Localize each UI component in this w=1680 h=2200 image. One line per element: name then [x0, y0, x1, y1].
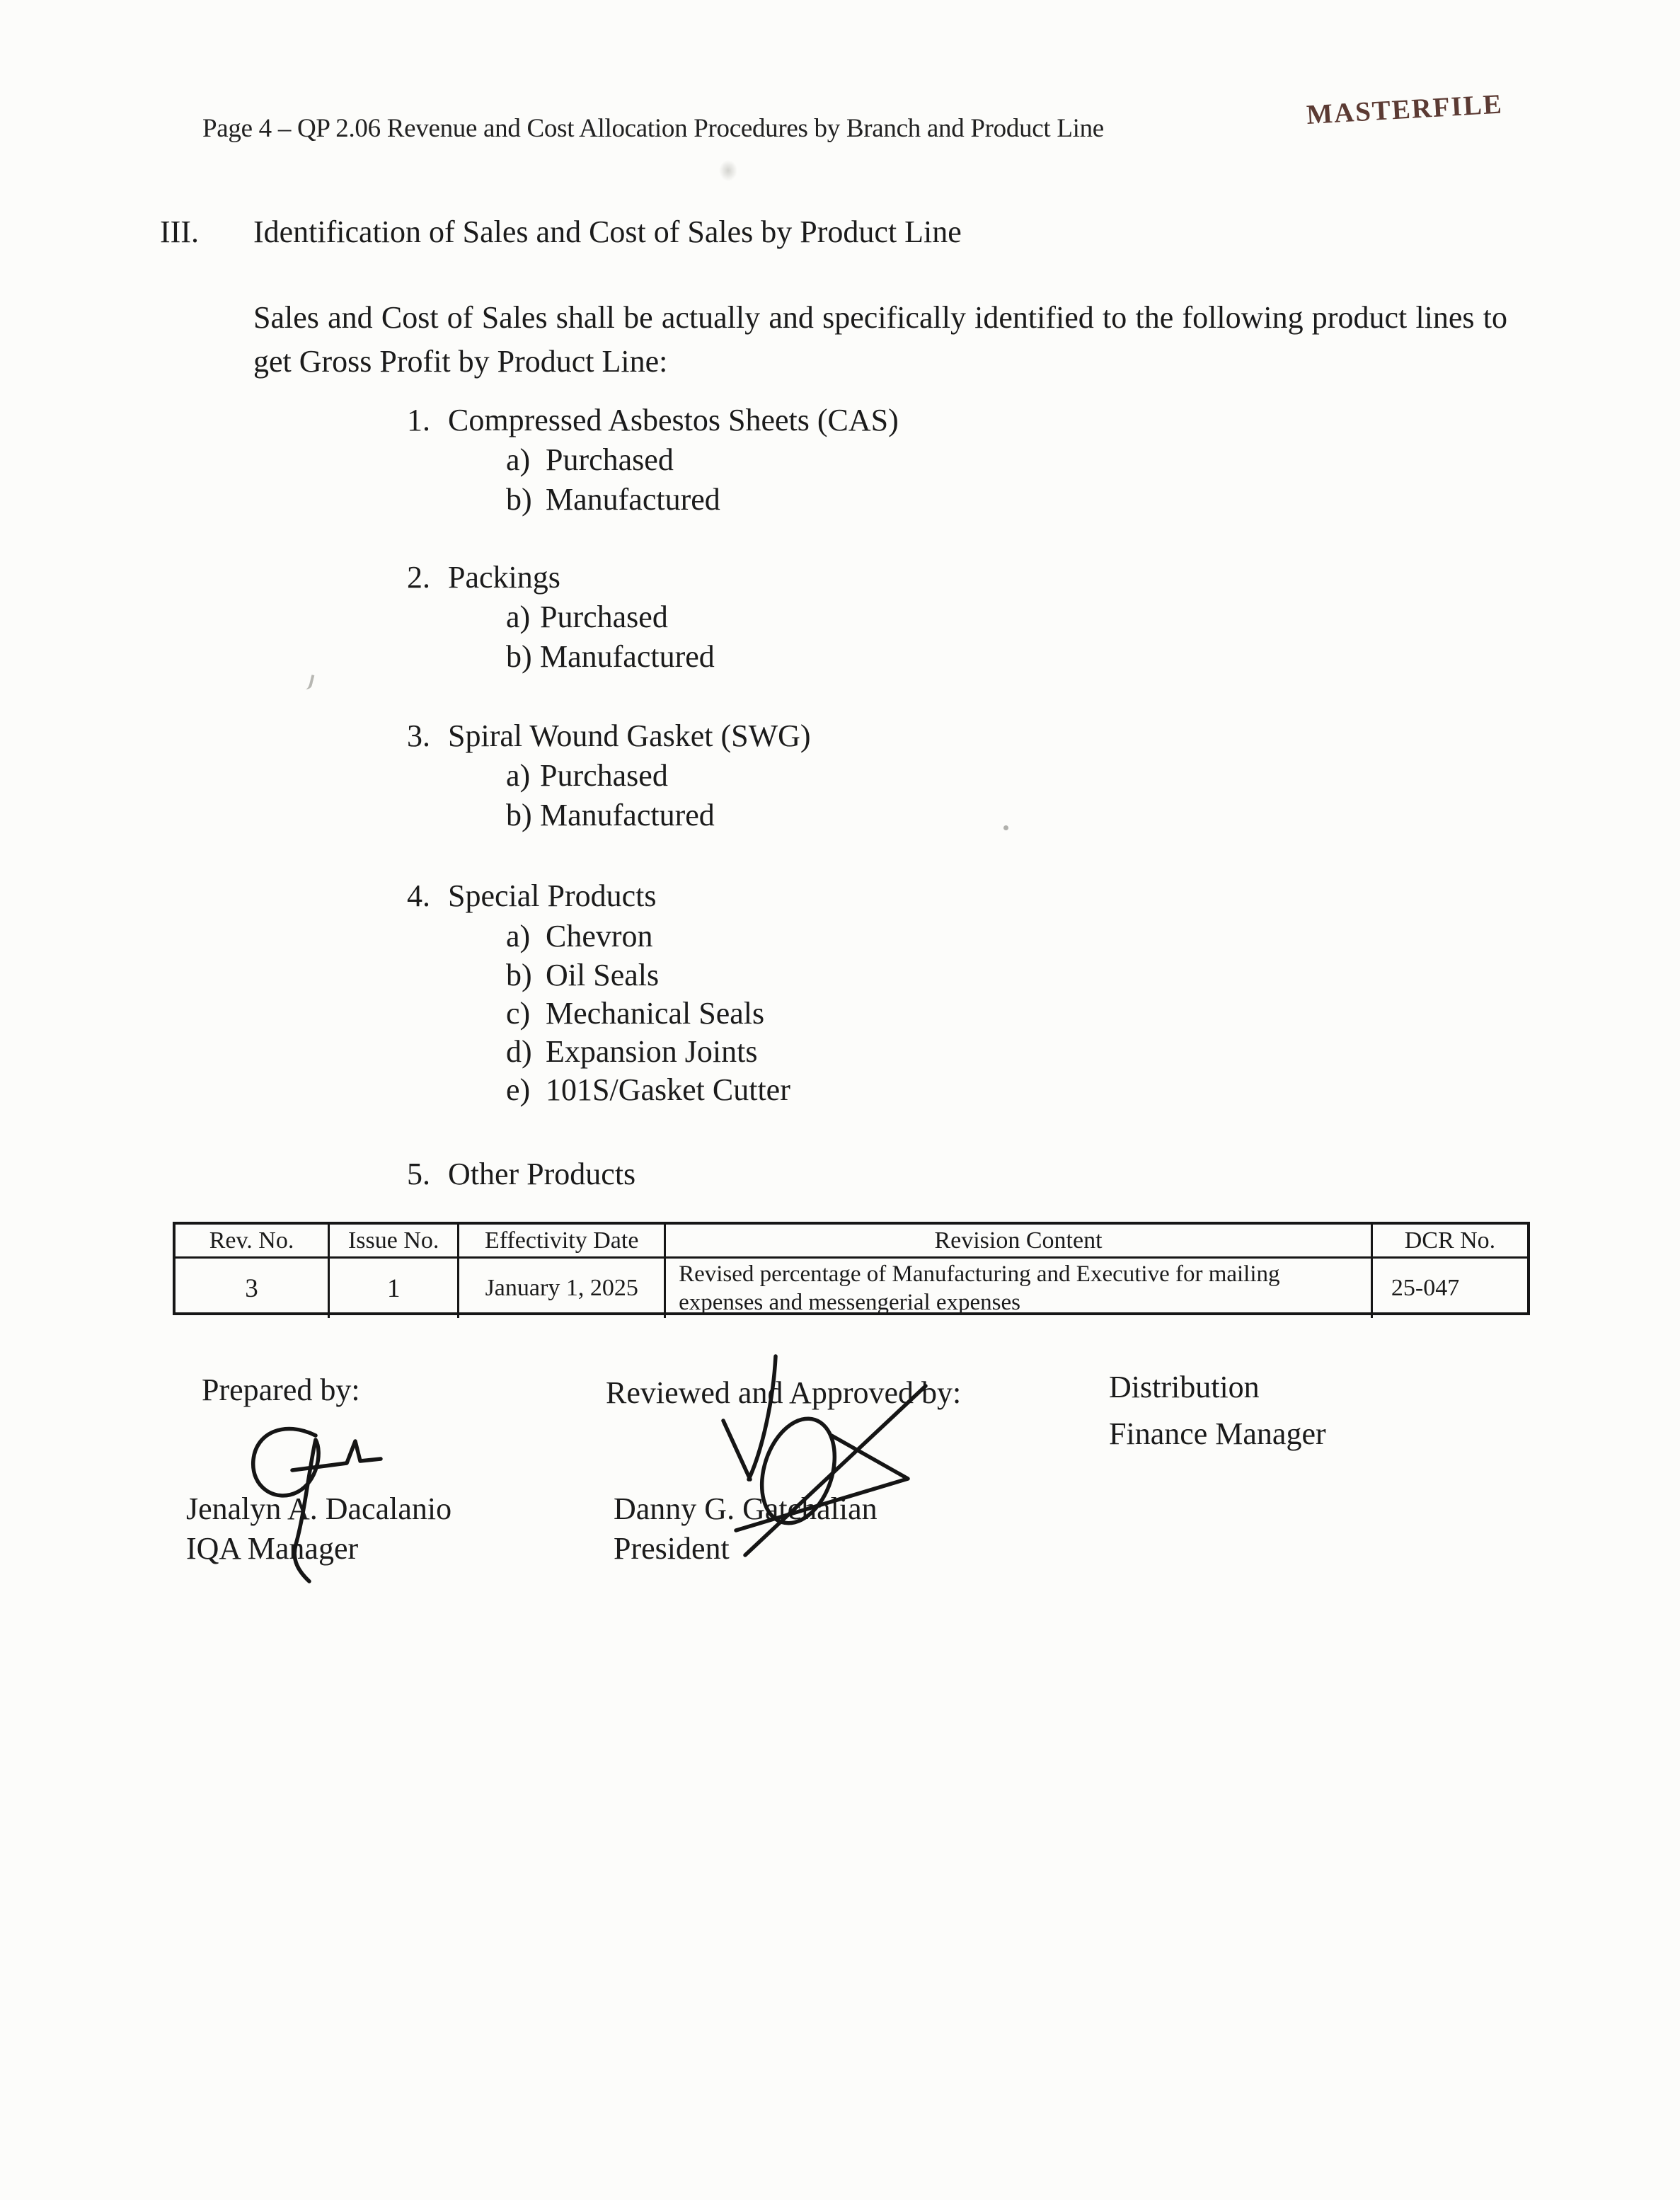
table-cell-effectivity-date: January 1, 2025 — [459, 1259, 666, 1318]
list-subitem — [506, 957, 659, 993]
list-subitem-letter: b) — [506, 958, 532, 992]
list-subitem — [506, 1033, 757, 1070]
table-header-issue-no: Issue No. — [330, 1225, 459, 1259]
list-item — [407, 878, 657, 914]
list-subitem-label: Oil Seals — [546, 958, 660, 992]
prepared-by-name: Jenalyn A. Dacalanio — [186, 1491, 452, 1526]
list-subitem-label: Purchased — [546, 442, 674, 477]
list-subitem-label: Manufactured — [540, 798, 715, 832]
masterfile-stamp: MASTERFILE — [1306, 88, 1504, 130]
revision-history-table — [173, 1222, 1530, 1315]
list-item-number: 3. — [407, 718, 430, 753]
list-subitem-label: Purchased — [540, 758, 668, 793]
list-item-label: Compressed Asbestos Sheets (CAS) — [448, 403, 899, 437]
list-subitem-letter: c) — [506, 996, 531, 1031]
table-header-revision-content: Revision Content — [666, 1225, 1373, 1259]
table-cell-revision-content: Revised percentage of Manufacturing and Executive for mailing expenses and messengerial expenses — [666, 1259, 1373, 1318]
reviewed-approved-by-label: Reviewed and Approved by: — [606, 1375, 962, 1410]
list-subitem-label: Purchased — [540, 600, 668, 634]
table-header-effectivity-date: Effectivity Date — [459, 1225, 666, 1259]
list-subitem-label: Chevron — [546, 919, 653, 953]
list-item — [407, 718, 811, 754]
list-subitem — [506, 918, 653, 954]
table-cell-dcr-no: 25-047 — [1391, 1275, 1460, 1301]
section-number: III. — [160, 214, 199, 249]
table-cell-rev-no: 3 — [176, 1259, 330, 1318]
table-header-rev-no: Rev. No. — [176, 1225, 330, 1259]
list-subitem-letter: a) — [506, 758, 531, 793]
list-item-number: 5. — [407, 1157, 430, 1191]
list-subitem-letter: b) — [506, 639, 532, 674]
list-item-number: 1. — [407, 403, 430, 437]
list-subitem-label: Manufactured — [540, 639, 715, 674]
list-subitem-label: 101S/Gasket Cutter — [546, 1072, 790, 1107]
list-item — [407, 559, 560, 595]
distribution-label: Distribution — [1109, 1370, 1260, 1404]
scan-smudge — [719, 160, 737, 181]
list-subitem-letter: e) — [506, 1072, 531, 1107]
list-item-label: Spiral Wound Gasket (SWG) — [448, 718, 811, 753]
list-subitem-label: Expansion Joints — [546, 1034, 758, 1069]
list-subitem-letter: b) — [506, 482, 532, 517]
list-subitem-letter: d) — [506, 1034, 532, 1069]
scan-speck — [301, 673, 315, 691]
list-subitem-letter: a) — [506, 442, 531, 477]
page-header-title: Page 4 – QP 2.06 Revenue and Cost Allocation Procedures by Branch and Product Line — [202, 114, 1104, 143]
prepared-by-title: IQA Manager — [186, 1531, 359, 1566]
list-item — [407, 402, 899, 438]
list-subitem-letter: a) — [506, 600, 531, 634]
list-subitem — [506, 481, 720, 517]
list-item — [407, 1156, 635, 1192]
list-subitem — [506, 599, 668, 635]
distribution-title: Finance Manager — [1109, 1416, 1326, 1451]
prepared-by-label: Prepared by: — [202, 1373, 360, 1407]
list-subitem — [506, 442, 674, 478]
list-item-number: 4. — [407, 878, 430, 913]
section-heading: Identification of Sales and Cost of Sales by Product Line — [253, 214, 962, 249]
scan-speck — [1003, 825, 1008, 830]
table-header-dcr-no: DCR No. — [1373, 1225, 1527, 1259]
jenalyn-signature — [177, 1409, 396, 1593]
danny-signature — [701, 1348, 941, 1593]
list-subitem — [506, 797, 715, 833]
list-subitem — [506, 638, 715, 675]
list-subitem — [506, 1072, 790, 1108]
list-item-number: 2. — [407, 560, 430, 595]
list-subitem-label: Manufactured — [546, 482, 720, 517]
list-subitem-label: Mechanical Seals — [546, 996, 765, 1031]
list-subitem — [506, 995, 764, 1031]
list-subitem — [506, 757, 668, 794]
list-subitem-letter: a) — [506, 919, 531, 953]
list-subitem-letter: b) — [506, 798, 532, 832]
table-cell-issue-no: 1 — [330, 1259, 459, 1318]
list-item-label: Special Products — [448, 878, 657, 913]
section-paragraph: Sales and Cost of Sales shall be actually and specifically identified to the following product lines to get Gross Profit by Product Line: — [253, 300, 1507, 379]
list-item-label: Packings — [448, 560, 560, 595]
reviewed-by-name: Danny G. Gatchalian — [614, 1491, 878, 1526]
reviewed-by-title: President — [614, 1531, 730, 1566]
list-item-label: Other Products — [448, 1157, 636, 1191]
